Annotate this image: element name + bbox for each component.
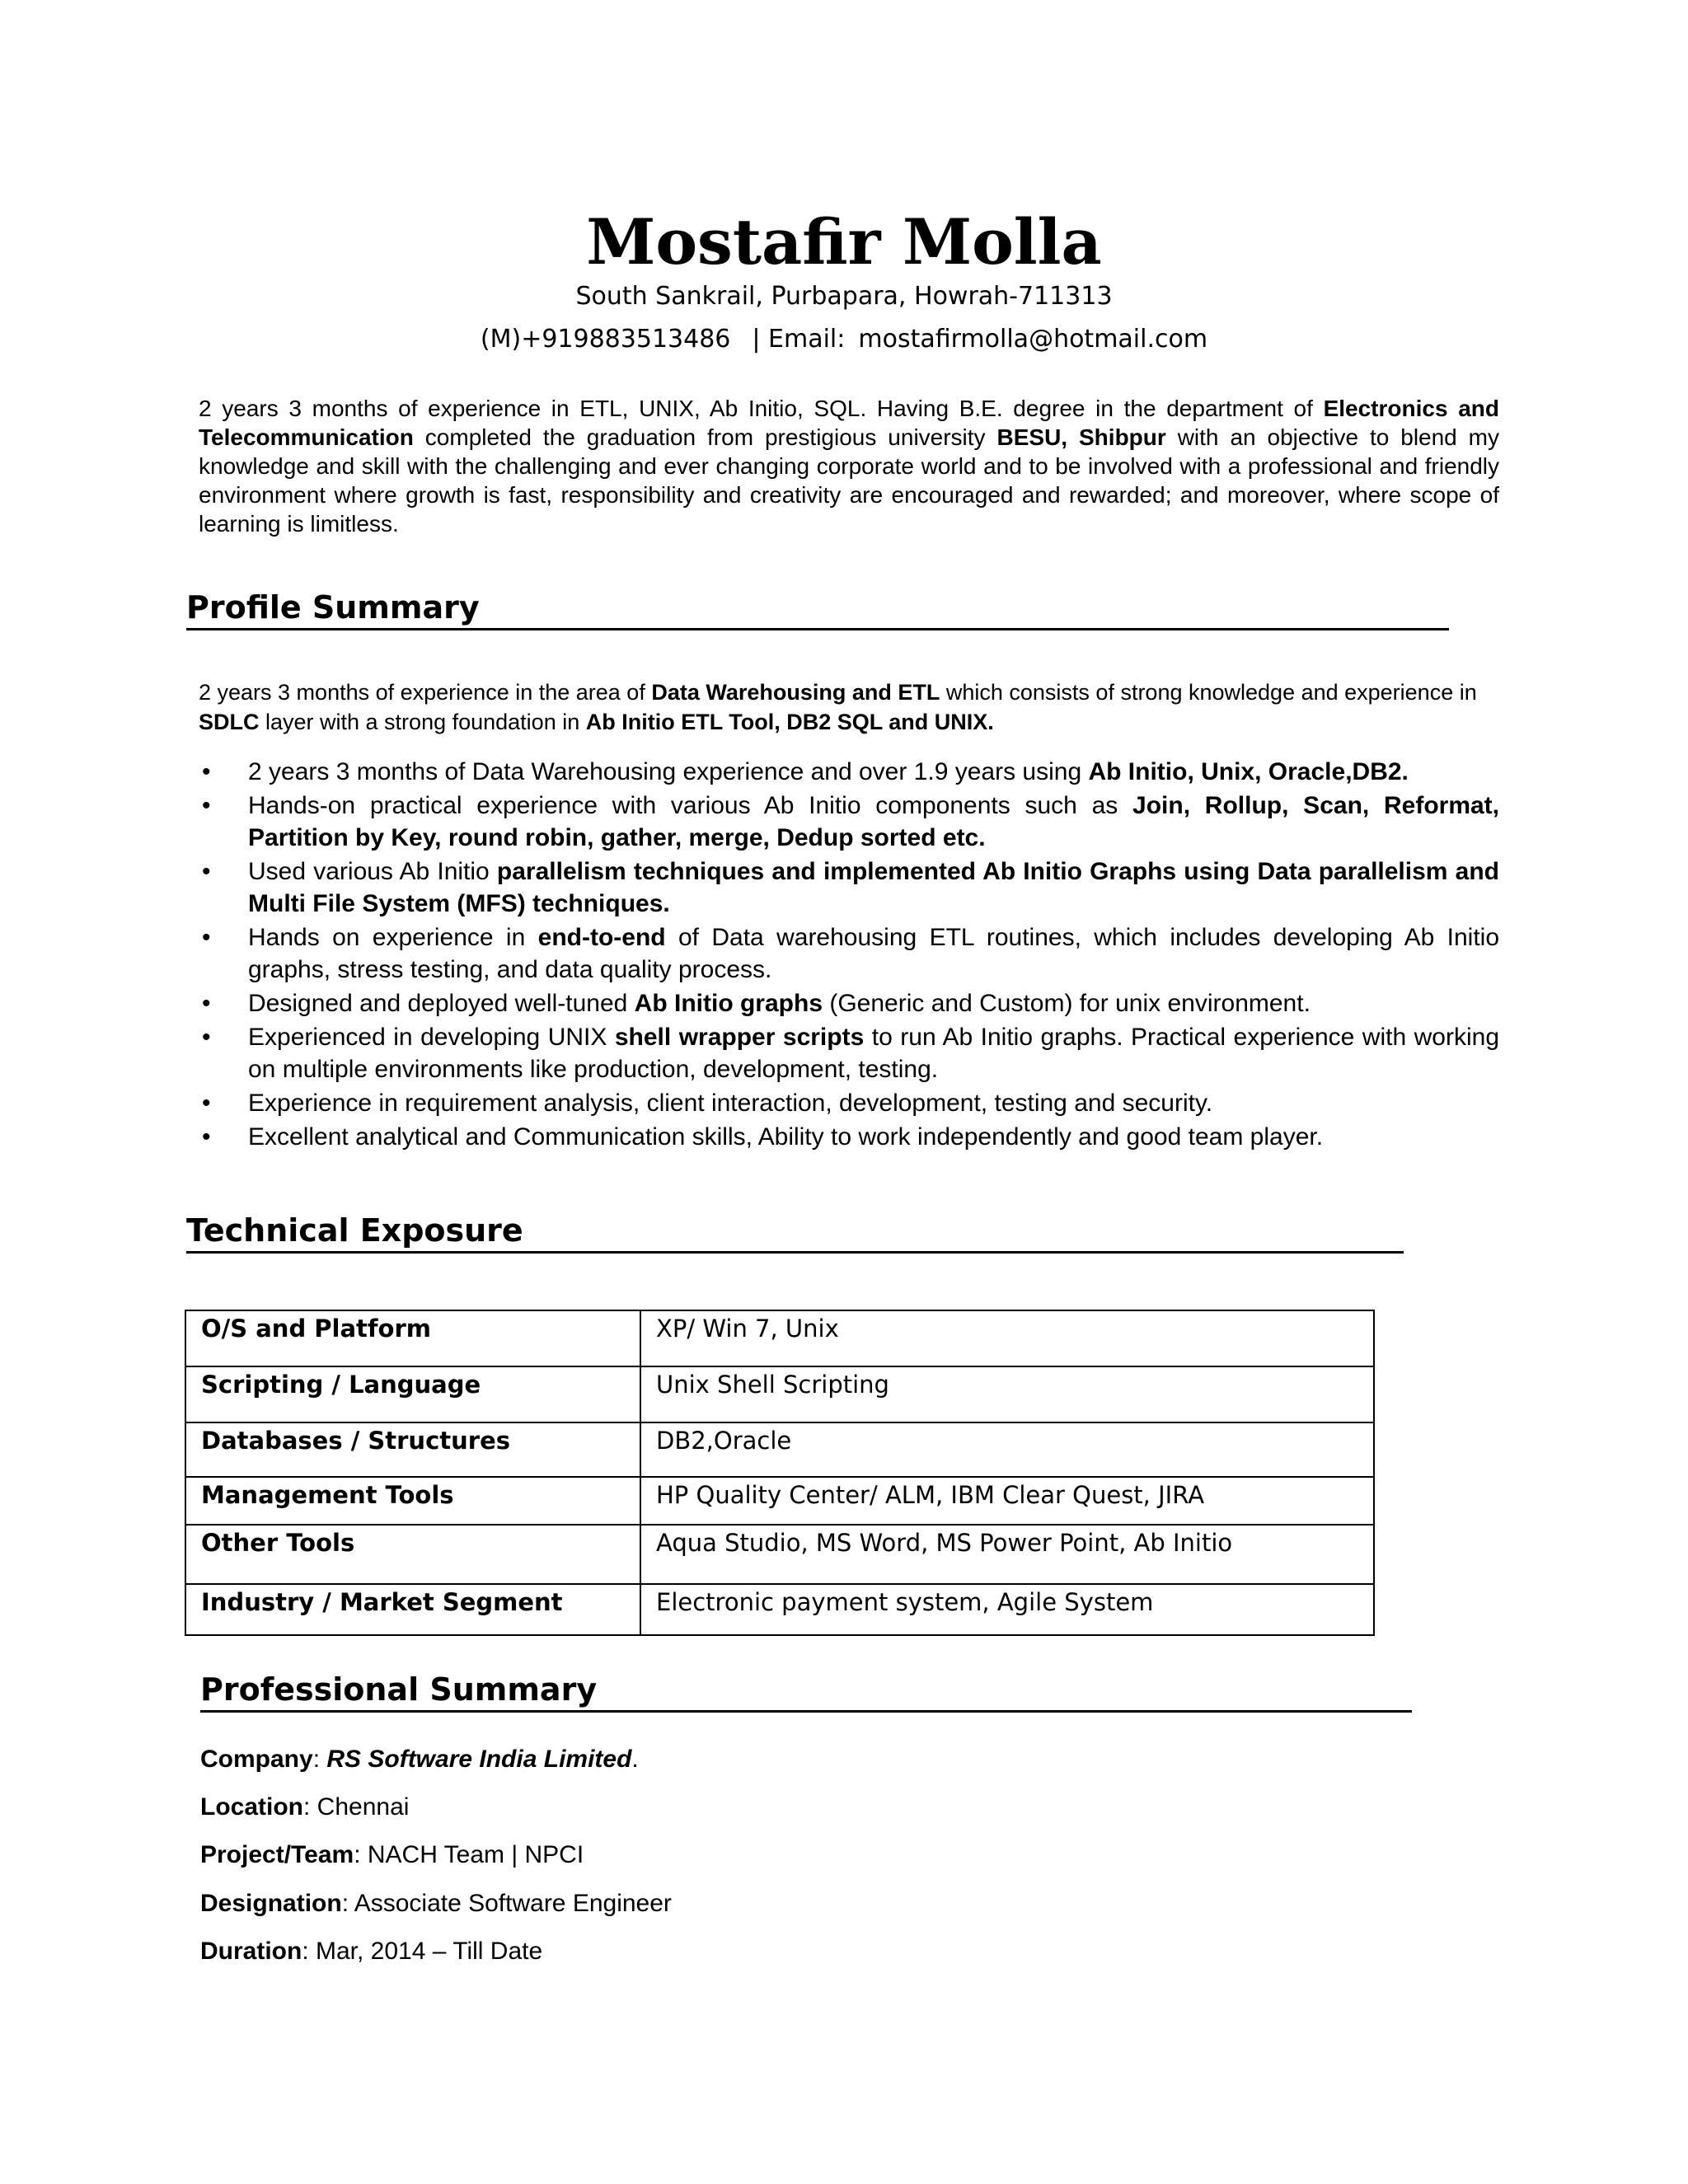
tech-value: DB2,Oracle — [640, 1422, 1374, 1477]
company-label: Company — [200, 1746, 313, 1773]
bullet-text: 2 years 3 months of Data Warehousing experience and over 1.9 years using — [248, 758, 1089, 785]
bullet-text: (Generic and Custom) for unix environment. — [823, 990, 1311, 1017]
tech-value: Electronic payment system, Agile System — [640, 1584, 1374, 1635]
bullet-bold: end-to-end — [537, 924, 666, 951]
objective-text-3: with an objective to blend my knowledge and skill with the challenging and ever changing corporate world and to be involved with a professional and friendly environment where growth is fast, responsibility and creativity are encouraged and rewarded; and moreover, where scope of learning is limitless. — [199, 424, 1500, 537]
tech-key: Other Tools — [185, 1525, 640, 1584]
bullet-text: Excellent analytical and Communication skills, Ability to work independently and good team player. — [248, 1123, 1324, 1151]
objective-text-1: 2 years 3 months of experience in ETL, UNIX, Ab Initio, SQL. Having B.E. degree in the department of — [199, 396, 1324, 421]
tech-value: Aqua Studio, MS Word, MS Power Point, Ab Initio — [640, 1525, 1374, 1584]
company-value: RS Software India Limited — [326, 1746, 632, 1773]
duration-label: Duration — [200, 1938, 302, 1965]
bullet-text: Designed and deployed well-tuned — [248, 990, 635, 1017]
technical-exposure-table — [185, 1310, 1375, 1636]
duration-field: Duration: Mar, 2014 – Till Date — [200, 1938, 543, 1965]
designation-label: Designation — [200, 1890, 342, 1917]
candidate-name: Mostafir Molla — [586, 205, 1102, 279]
tech-key: Scripting / Language — [185, 1366, 640, 1422]
bullet-bold: shell wrapper scripts — [614, 1024, 865, 1051]
designation-value: Associate Software Engineer — [354, 1890, 672, 1917]
table-row — [185, 1422, 1374, 1477]
project-label: Project/Team — [200, 1841, 354, 1868]
bullet-text: Experience in requirement analysis, client interaction, development, testing and security. — [248, 1090, 1213, 1117]
bullet-text: Experienced in developing UNIX — [248, 1024, 615, 1051]
intro-text-1: 2 years 3 months of experience in the area of — [199, 680, 652, 705]
designation-field: Designation: Associate Software Engineer — [200, 1890, 672, 1917]
company-field: Company: RS Software India Limited. — [200, 1746, 639, 1773]
table-row — [185, 1584, 1374, 1635]
email-address: mostafirmolla@hotmail.com — [858, 325, 1208, 354]
bullet-text: Used various Ab Initio — [248, 858, 497, 885]
tech-key: Management Tools — [185, 1477, 640, 1525]
summary-bullet — [199, 756, 1499, 788]
intro-text-3: layer with a strong foundation in — [259, 710, 586, 734]
summary-bullet — [199, 921, 1499, 986]
bullet-bold: Ab Initio graphs — [634, 990, 823, 1017]
summary-bullet — [199, 987, 1499, 1019]
profile-summary-intro — [199, 677, 1517, 737]
summary-bullet — [199, 1121, 1499, 1153]
location-label: Location — [200, 1793, 303, 1821]
bullet-bold: parallelism techniques and implemented Ab Initio Graphs using Data parallelism and Multi File System (MFS) techniques. — [248, 858, 1499, 917]
table-row — [185, 1366, 1374, 1422]
bullet-bold: Ab Initio, Unix, Oracle,DB2. — [1088, 758, 1409, 785]
tech-key: Industry / Market Segment — [185, 1584, 640, 1635]
career-objective — [199, 394, 1499, 538]
table-row — [185, 1310, 1374, 1366]
email-label: | Email: — [752, 325, 846, 354]
technical-exposure-heading: Technical Exposure — [186, 1210, 1404, 1254]
summary-bullet — [199, 1087, 1499, 1119]
tech-key: Databases / Structures — [185, 1422, 640, 1477]
table-row — [185, 1525, 1374, 1584]
tech-key: O/S and Platform — [185, 1310, 640, 1366]
summary-bullet — [199, 1021, 1499, 1085]
bullet-bold: Join, Rollup, Scan, Reformat, Partition by Key, round robin, gather, merge, Dedup sorted etc. — [248, 792, 1500, 851]
professional-summary-heading: Professional Summary — [200, 1669, 1412, 1713]
intro-text-2: which consists of strong knowledge and experience in — [940, 680, 1477, 705]
tech-value: XP/ Win 7, Unix — [640, 1310, 1374, 1366]
intro-bold-1: Data Warehousing and ETL — [651, 680, 940, 705]
bullet-text: Hands on experience in — [248, 924, 538, 951]
location-field: Location: Chennai — [200, 1793, 410, 1821]
bullet-text: to run Ab Initio graphs. Practical experience with working on multiple environments like production, development, testing. — [248, 1024, 1499, 1083]
profile-summary-heading: Profile Summary — [186, 587, 1449, 630]
objective-university: BESU, Shibpur — [996, 424, 1166, 450]
project-field: Project/Team: NACH Team | NPCI — [200, 1841, 584, 1868]
address: South Sankrail, Purbapara, Howrah-711313 — [575, 282, 1113, 311]
tech-value: HP Quality Center/ ALM, IBM Clear Quest, JIRA — [640, 1477, 1374, 1525]
summary-bullet — [199, 855, 1499, 920]
bullet-text: Hands-on practical experience with various Ab Initio components such as — [248, 792, 1133, 819]
duration-value: Mar, 2014 – Till Date — [316, 1938, 543, 1965]
tech-value: Unix Shell Scripting — [640, 1366, 1374, 1422]
table-row — [185, 1477, 1374, 1525]
objective-text-2: completed the graduation from prestigious university — [413, 424, 997, 450]
intro-bold-2: SDLC — [199, 710, 260, 734]
summary-bullet — [199, 790, 1499, 854]
contact-line — [0, 323, 1688, 356]
location-value: Chennai — [316, 1793, 410, 1821]
project-value: NACH Team | NPCI — [367, 1841, 584, 1868]
objective-degree: Electronics and Telecommunication — [199, 396, 1499, 450]
intro-bold-3: Ab Initio ETL Tool, DB2 SQL and UNIX. — [585, 710, 994, 734]
bullet-text: of Data warehousing ETL routines, which includes developing Ab Initio graphs, stress testing, and data quality process. — [248, 924, 1499, 983]
profile-summary-list — [199, 756, 1499, 1155]
phone-number: (M)+919883513486 — [480, 325, 731, 354]
